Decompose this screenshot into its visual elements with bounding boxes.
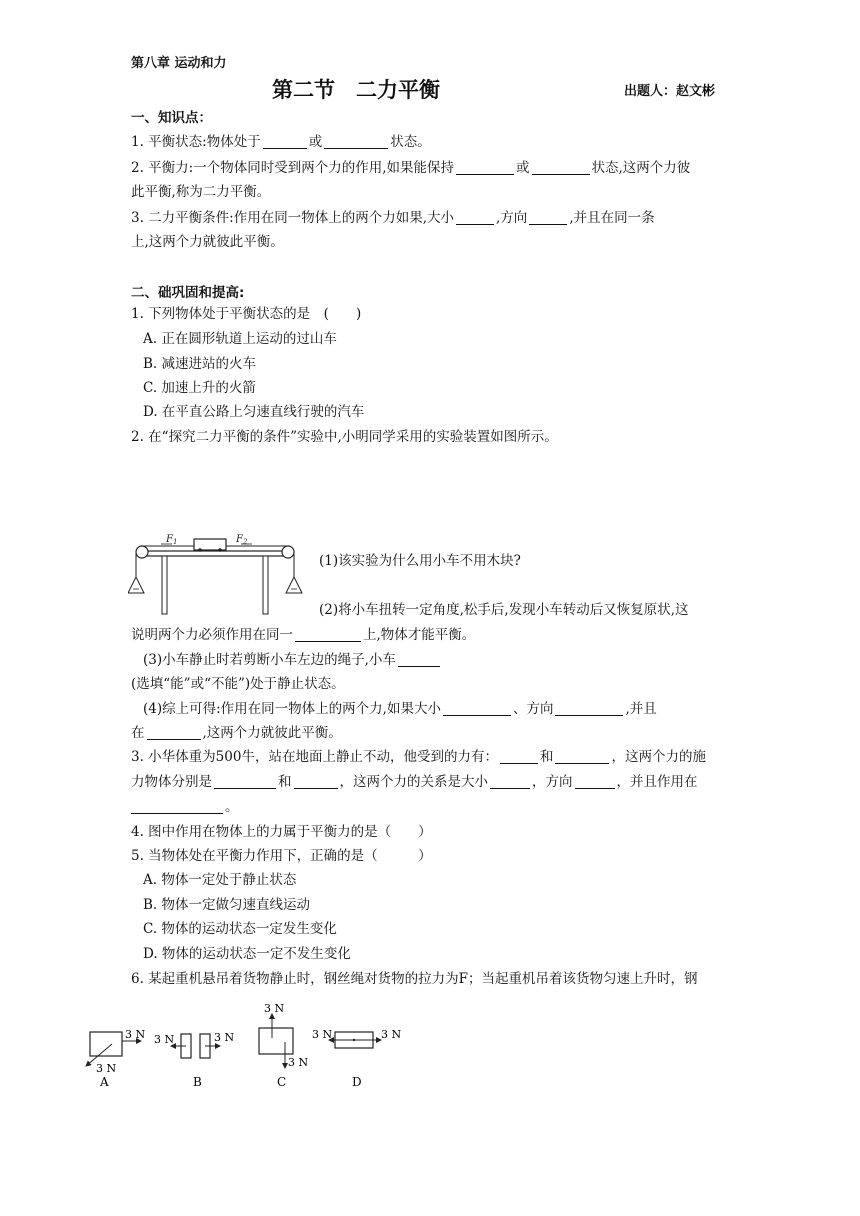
s2-q2-p4: (4)综上可得:作用在同一物体上的两个力,如果大小 、方向 ,并且 [143,701,657,717]
blank [263,133,307,149]
force-diagrams-figure [78,998,408,1090]
s2-q5-option-c: C. 物体的运动状态一定发生变化 [143,921,337,937]
weight-right [286,577,302,593]
s2-q2-p3: (3)小车静止时若剪断小车左边的绳子,小车 [143,648,442,672]
pulley-left [136,546,148,558]
s2-q2-p1: (1)该实验为什么用小车不用木块? [319,553,521,569]
s2-q2-p2: (2)将小车扭转一定角度,松手后,发现小车转动后又恢复原状,这 [319,602,689,618]
blank [398,651,440,667]
blank [529,209,567,225]
force-label: 3 N [264,1002,285,1015]
s1-q2-cont: 此平衡,称为二力平衡。 [131,184,271,200]
s2-q3-cont2: 。 [131,795,239,819]
blank [555,748,609,764]
table-leg-right [263,556,268,614]
s2-q1-option-c: C. 加速上升的火箭 [143,380,256,396]
blank [443,700,511,716]
s2-q5-option-a: A. 物体一定处于静止状态 [143,872,297,888]
s2-q5-option-d: D. 物体的运动状态一定不发生变化 [143,946,351,962]
blank [555,700,623,716]
force-label: 3 N [381,1028,402,1041]
diagram-d [312,1028,401,1089]
diagram-label-c: C [277,1075,287,1089]
section1-heading: 一、知识点： [131,110,212,126]
diagram-label-d: D [352,1075,362,1089]
s2-q2-stem: 2. 在“探究二力平衡的条件”实验中,小明同学采用的实验装置如图所示。 [131,429,558,445]
s2-q1-option-a: A. 正在圆形轨道上运动的过山车 [143,331,337,347]
s1-q3-cont: 上,这两个力就彼此平衡。 [131,234,284,250]
s2-q4-stem: 4. 图中作用在物体上的力属于平衡力的是（ ） [131,824,432,840]
blank [500,748,538,764]
s2-q2-p2-cont: 说明两个力必须作用在同一 上,物体才能平衡。 [131,627,476,643]
s1-q3: 3. 二力平衡条件:作用在同一物体上的两个力如果,大小 ,方向 ,并且在同一条 [131,210,655,226]
force-label: 3 N [214,1031,235,1044]
table-top [142,551,288,556]
s1-q2: 2. 平衡力:一个物体同时受到两个力的作用,如果能保持 或 状态,这两个力彼 [131,160,691,176]
s2-q6-stem: 6. 某起重机悬吊着货物静止时，钢丝绳对货物的拉力为F；当起重机吊着该货物匀速上升时，钢 [131,971,698,987]
cart-wheel [218,548,222,552]
page-title: 第二节 二力平衡 [272,78,440,102]
force-label-f2: $F_2$ [236,534,248,546]
diagram-b [154,1031,234,1089]
s2-q1-stem: 1. 下列物体处于平衡状态的是 ( ) [131,306,362,322]
blank [131,798,223,814]
blank [456,159,514,175]
force-label: 3 N [125,1028,146,1041]
force-label: 3 N [96,1062,117,1075]
table-leg-left [162,556,167,614]
force-label: 3 N [288,1056,309,1069]
s1-q1: 1. 平衡状态:物体处于 或 状态。 [131,134,431,150]
cart [194,539,226,550]
chapter-label: 第八章 运动和力 [131,56,227,71]
diagram-label-a: A [100,1075,109,1089]
diagram-label-b: B [193,1075,202,1089]
force-label-f1: $F_1$ [166,534,178,546]
s2-q5-option-b: B. 物体一定做匀速直线运动 [143,897,311,913]
blank [575,773,615,789]
pulley-right [282,546,294,558]
blank [295,626,361,642]
diagram-a [86,1028,145,1089]
s2-q2-p4-cont: 在 ,这两个力就彼此平衡。 [131,725,342,741]
s2-q1-option-b: B. 减速进站的火车 [143,356,257,372]
blank [324,133,388,149]
blank [294,773,338,789]
s2-q1-option-d: D. 在平直公路上匀速直线行驶的汽车 [143,404,365,420]
s2-q5-stem: 5. 当物体处在平衡力作用下，正确的是（ ） [131,848,432,864]
force-label: 3 N [312,1028,333,1041]
blank [532,159,590,175]
cart-wheel [198,548,202,552]
section2-heading: 二、础巩固和提高: [131,285,245,301]
author-label: 出题人：赵文彬 [624,84,716,99]
blank [214,773,276,789]
force-label: 3 N [154,1033,175,1046]
apparatus-figure [128,525,304,617]
diagram-c [259,1002,308,1089]
s2-q3: 3. 小华体重为500牛，站在地面上静止不动，他受到的力有： 和 ，这两个力的施 [131,749,706,765]
s2-q2-p3-cont: (选填“能”或“不能”)处于静止状态。 [131,676,345,692]
blank [147,724,201,740]
weight-left [128,577,144,593]
blank [490,773,530,789]
s2-q3-cont: 力物体分别是 和 ，这两个力的关系是大小 ，方向 ，并且作用在 [131,774,698,790]
blank [456,209,494,225]
